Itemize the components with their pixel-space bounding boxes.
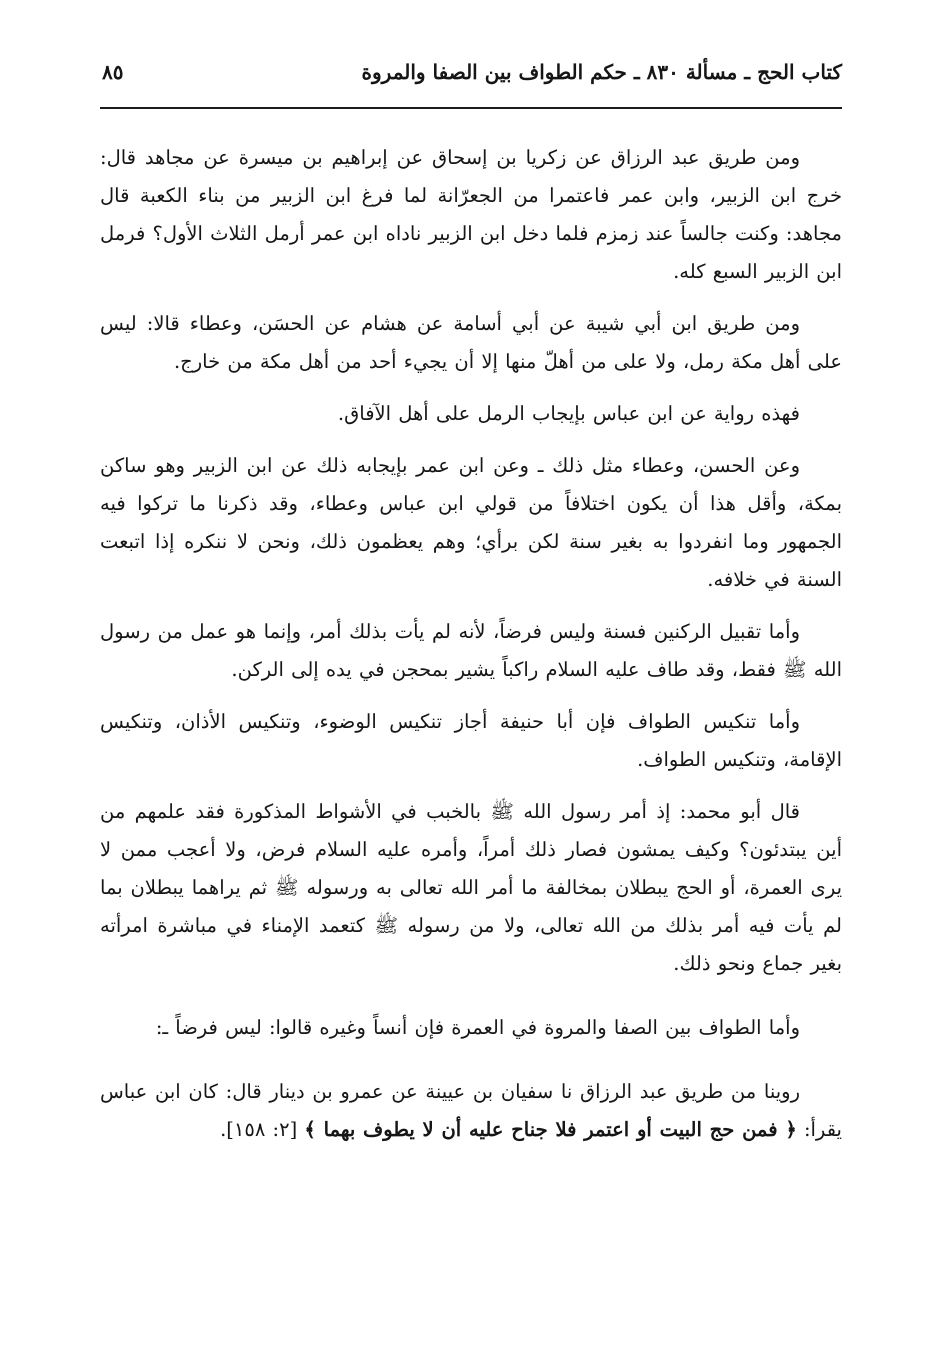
running-header bbox=[100, 60, 842, 96]
paragraph-reversing-tawaf: وأما تنكيس الطواف فإن أبا حنيفة أجاز تنكيس الوضوء، وتنكيس الأذان، وتنكيس الإقامة، وتنكيس الطواف. bbox=[100, 710, 842, 771]
paragraph-ibn-abbas-ramal: فهذه رواية عن ابن عباس بإيجاب الرمل على أهل الآفاق. bbox=[337, 402, 800, 425]
paragraph-abu-muhammad: قال أبو محمد: إذ أمر رسول الله ﷺ بالخبب في الأشواط المذكورة فقد علمهم من أين يبتدئون؟ وكيف يمشون فصار ذلك أمراً، وأمره عليه السلام فرض، ولا أعجب ممن لا يرى العمرة، أو الحج يبطلان بمخالفة ما أمر الله تعالى به ورسوله ﷺ ثم يراهما يبطلان بما لم يأت فيه أمر بذلك من الله تعالى، ولا من رسوله ﷺ كتعمد الإمناء في مباشرة امرأته بغير جماع ونحو ذلك. bbox=[100, 800, 842, 975]
header-divider bbox=[100, 107, 842, 109]
paragraph-ibn-abi-shaybah: ومن طريق ابن أبي شيبة عن أبي أسامة عن هشام عن الحسَن، وعطاء قالا: ليس على أهل مكة رمل، ولا على من أهلّ منها إلا أن يجيء أحد من أهل مكة من خارج. bbox=[100, 312, 842, 373]
paragraph-quran-citation bbox=[100, 1073, 842, 1149]
citation-intro: روينا من طريق عبد الرزاق نا سفيان بن عيينة عن عمرو بن دينار قال: كان ابن عباس يقرأ: bbox=[100, 1080, 842, 1141]
quran-reference: [٢: ١٥٨]. bbox=[220, 1118, 305, 1141]
running-header-title: كتاب الحج ـ مسألة ٨٣٠ ـ حكم الطواف بين الصفا والمروة bbox=[361, 60, 842, 84]
paragraph-mujahid-report: ومن طريق عبد الرزاق عن زكريا بن إسحاق عن إبراهيم بن ميسرة عن مجاهد قال: خرج ابن الزبير، وابن عمر فاعتمرا من الجعرّانة لما فرغ ابن الزبير من بناء الكعبة قال مجاهد: وكنت جالساً عند زمزم فلما دخل ابن الزبير ناداه ابن عمر أرمل الثلاث الأول؟ فرمل ابن الزبير السبع كله. bbox=[100, 146, 842, 283]
page-body bbox=[100, 139, 842, 1163]
paragraph-hasan-ata: وعن الحسن، وعطاء مثل ذلك ـ وعن ابن عمر بإيجابه ذلك عن ابن الزبير وهو ساكن بمكة، وأقل هذا أن يكون اختلافاً من قولي ابن عباس وعطاء، وقد ذكرنا ما تركوا فيه الجمهور وما انفردوا به بغير سنة لكن برأي؛ وهم يعظمون ذلك، ونحن لا ننكره إذا اتبعت السنة في خلافه. bbox=[100, 454, 842, 591]
book-page bbox=[100, 0, 842, 1370]
paragraph-safa-marwa: وأما الطواف بين الصفا والمروة في العمرة فإن أنساً وغيره قالوا: ليس فرضاً ـ: bbox=[155, 1016, 800, 1039]
paragraph-kissing-corners: وأما تقبيل الركنين فسنة وليس فرضاً، لأنه لم يأت بذلك أمر، وإنما هو عمل من رسول الله ﷺ فقط، وقد طاف عليه السلام راكباً يشير بمحجن في يده إلى الركن. bbox=[100, 620, 842, 681]
quran-quote: ﴿ فمن حج البيت أو اعتمر فلا جناح عليه أن لا يطوف بهما ﴾ bbox=[304, 1118, 797, 1141]
page-number: ٨٥ bbox=[102, 60, 124, 84]
